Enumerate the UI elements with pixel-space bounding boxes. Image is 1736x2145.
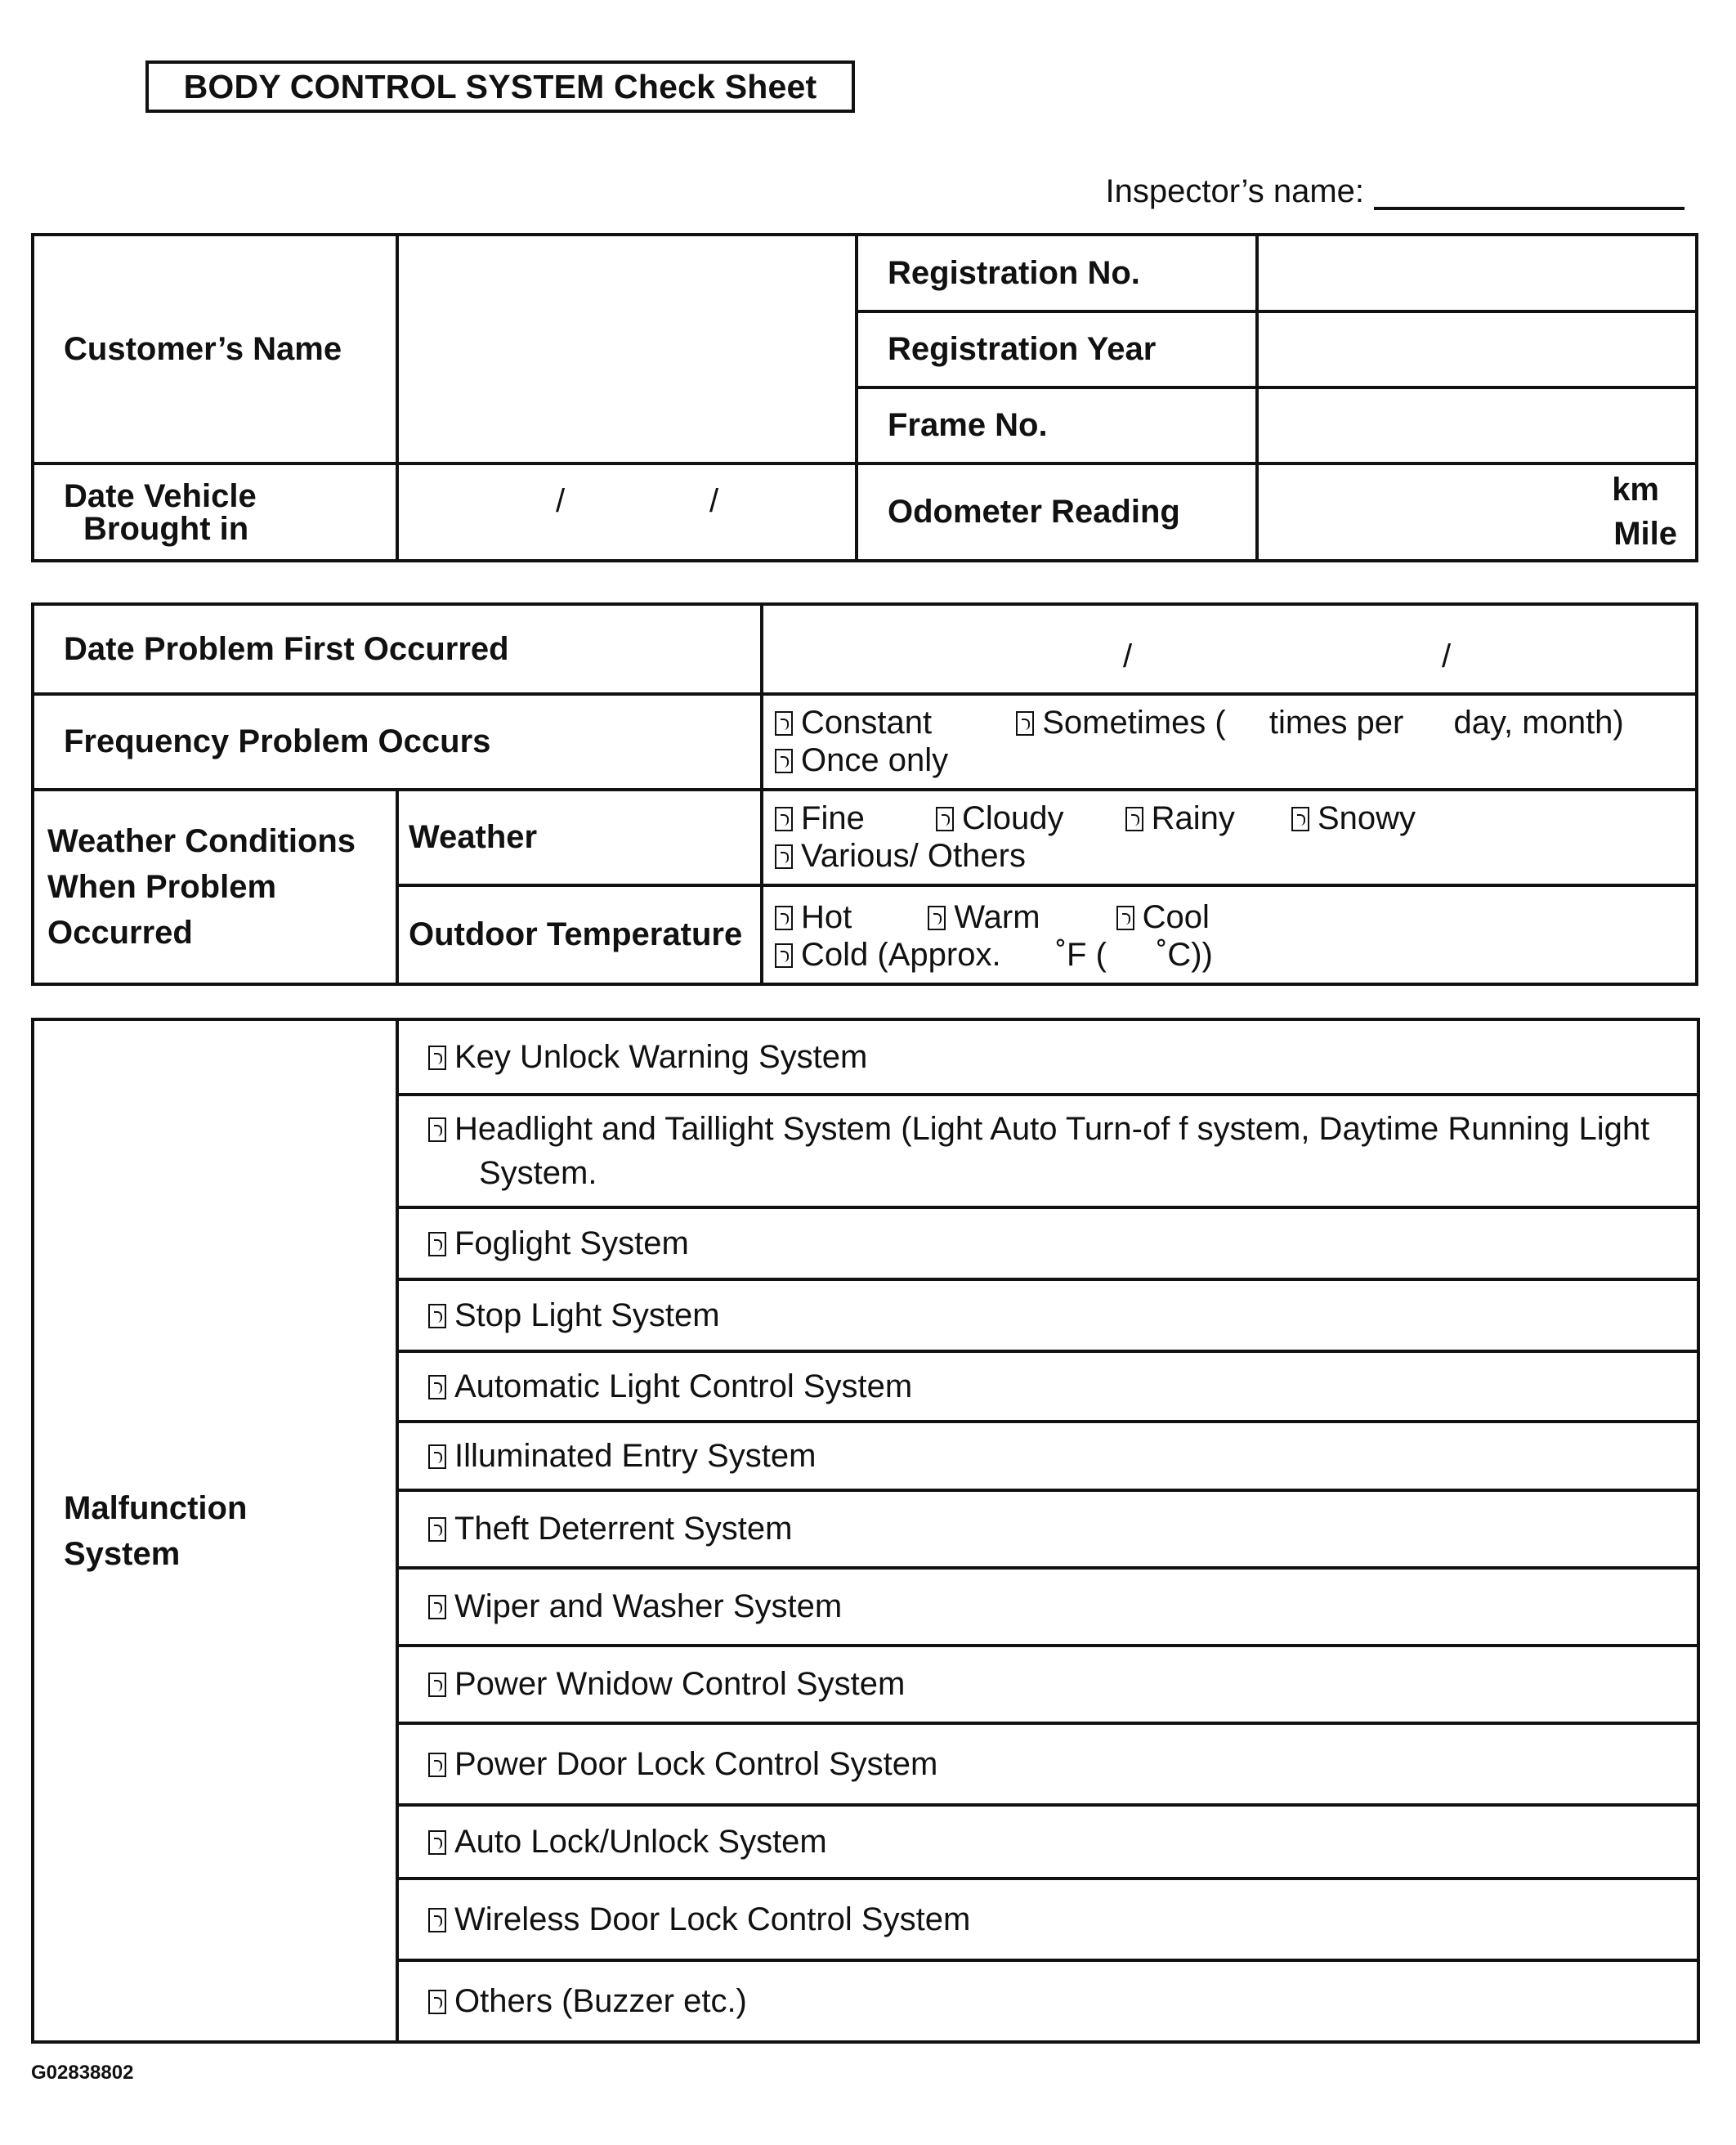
- customer-name-label: Customer’s Name: [33, 235, 397, 463]
- inspector-name-line[interactable]: [1374, 176, 1685, 210]
- outdoor-temperature-label: Outdoor Temperature: [397, 885, 762, 984]
- checkbox-icon[interactable]: [428, 1595, 446, 1619]
- date-separator: /: [1123, 638, 1133, 674]
- freq-day-month: day, month): [1453, 705, 1624, 741]
- registration-no-label: Registration No.: [857, 235, 1257, 311]
- checkbox-icon[interactable]: [428, 1517, 446, 1542]
- checkbox-icon[interactable]: [1125, 807, 1143, 831]
- checkbox-icon[interactable]: [775, 906, 793, 930]
- checkbox-icon[interactable]: [1016, 711, 1034, 736]
- weather-options: [762, 790, 1697, 885]
- customer-name-field[interactable]: [397, 235, 857, 463]
- temp-cold-option[interactable]: Cold (Approx.: [775, 937, 1001, 973]
- date-first-occurred-label: Date Problem First Occurred: [33, 604, 762, 694]
- odometer-label: Odometer Reading: [857, 463, 1257, 561]
- system-item[interactable]: Foglight System: [397, 1207, 1698, 1279]
- checkbox-icon[interactable]: [428, 1444, 446, 1469]
- checkbox-icon[interactable]: [775, 844, 793, 869]
- problem-info-table: [31, 602, 1698, 986]
- inspector-name-field: [1106, 173, 1685, 210]
- unit-mile: Mile: [1613, 516, 1677, 552]
- weather-rainy-option[interactable]: Rainy: [1125, 800, 1235, 836]
- system-item[interactable]: Others (Buzzer etc.): [397, 1960, 1698, 2042]
- temperature-options: [762, 885, 1697, 984]
- frequency-label: Frequency Problem Occurs: [33, 694, 762, 790]
- date-separator: /: [709, 483, 719, 519]
- date-vehicle-field[interactable]: [397, 463, 857, 561]
- freq-times-per: times per: [1268, 705, 1404, 741]
- weather-snowy-option[interactable]: Snowy: [1291, 800, 1416, 836]
- date-first-occurred-field[interactable]: [762, 604, 1697, 694]
- freq-constant-option[interactable]: Constant: [775, 705, 932, 741]
- checkbox-icon[interactable]: [428, 1232, 446, 1256]
- frame-no-field[interactable]: [1257, 387, 1697, 463]
- freq-sometimes-option[interactable]: Sometimes (: [1016, 705, 1226, 741]
- checkbox-icon[interactable]: [428, 1117, 446, 1142]
- weather-conditions-label: Weather Conditions When Problem Occurred: [33, 790, 397, 984]
- date-vehicle-line1: Date Vehicle: [64, 477, 257, 514]
- checkbox-icon[interactable]: [1116, 906, 1134, 930]
- figure-id: G02838802: [31, 2062, 134, 2084]
- system-item[interactable]: Stop Light System: [397, 1279, 1698, 1351]
- checkbox-icon[interactable]: [775, 943, 793, 968]
- system-item[interactable]: Key Unlock Warning System: [397, 1019, 1698, 1095]
- system-item[interactable]: Wireless Door Lock Control System: [397, 1879, 1698, 1960]
- frequency-options: [762, 694, 1697, 790]
- malfunction-table: [31, 1018, 1700, 2044]
- system-item[interactable]: Automatic Light Control System: [397, 1351, 1698, 1422]
- checkbox-icon[interactable]: [428, 1673, 446, 1697]
- checkbox-icon[interactable]: [428, 1375, 446, 1399]
- system-item[interactable]: Illuminated Entry System: [397, 1422, 1698, 1490]
- vehicle-info-table: [31, 233, 1698, 562]
- freq-once-option[interactable]: Once only: [775, 742, 948, 778]
- date-vehicle-line2: Brought in: [83, 510, 249, 547]
- temp-deg-f: ˚F (: [1055, 937, 1107, 973]
- system-item[interactable]: Wiper and Washer System: [397, 1568, 1698, 1646]
- weather-cloudy-option[interactable]: Cloudy: [936, 800, 1064, 836]
- checkbox-icon[interactable]: [428, 1990, 446, 2014]
- weather-label: Weather: [397, 790, 762, 885]
- system-item[interactable]: Headlight and Taillight System (Light Auto Turn-of f system, Daytime Running Light System.: [397, 1095, 1698, 1207]
- date-vehicle-label: [33, 463, 397, 561]
- checkbox-icon[interactable]: [775, 749, 793, 773]
- temp-warm-option[interactable]: Warm: [928, 899, 1040, 935]
- checkbox-icon[interactable]: [428, 1046, 446, 1070]
- system-item[interactable]: Theft Deterrent System: [397, 1490, 1698, 1568]
- temp-hot-option[interactable]: Hot: [775, 899, 852, 935]
- registration-year-label: Registration Year: [857, 311, 1257, 387]
- date-separator: /: [1442, 638, 1452, 674]
- malfunction-system-label: Malfunction System: [33, 1019, 397, 2042]
- system-item[interactable]: Auto Lock/Unlock System: [397, 1805, 1698, 1879]
- odometer-field[interactable]: [1257, 463, 1697, 561]
- checkbox-icon[interactable]: [775, 711, 793, 736]
- checkbox-icon[interactable]: [428, 1830, 446, 1855]
- checkbox-icon[interactable]: [936, 807, 954, 831]
- weather-fine-option[interactable]: Fine: [775, 800, 865, 836]
- checkbox-icon[interactable]: [928, 906, 946, 930]
- system-item-continuation: System.: [479, 1155, 597, 1191]
- registration-year-field[interactable]: [1257, 311, 1697, 387]
- system-item[interactable]: Power Wnidow Control System: [397, 1646, 1698, 1723]
- system-item[interactable]: Power Door Lock Control System: [397, 1723, 1698, 1805]
- checkbox-icon[interactable]: [775, 807, 793, 831]
- unit-km: km: [1612, 472, 1659, 508]
- temp-deg-c: ˚C)): [1157, 937, 1213, 973]
- checkbox-icon[interactable]: [1291, 807, 1309, 831]
- inspector-label: Inspector’s name:: [1105, 173, 1364, 209]
- weather-various-option[interactable]: Various/ Others: [775, 838, 1026, 874]
- registration-no-field[interactable]: [1257, 235, 1697, 311]
- sheet-title: BODY CONTROL SYSTEM Check Sheet: [145, 60, 855, 113]
- checkbox-icon[interactable]: [428, 1753, 446, 1777]
- checkbox-icon[interactable]: [428, 1908, 446, 1932]
- checkbox-icon[interactable]: [428, 1304, 446, 1328]
- date-separator: /: [556, 483, 566, 519]
- temp-cool-option[interactable]: Cool: [1116, 899, 1210, 935]
- frame-no-label: Frame No.: [857, 387, 1257, 463]
